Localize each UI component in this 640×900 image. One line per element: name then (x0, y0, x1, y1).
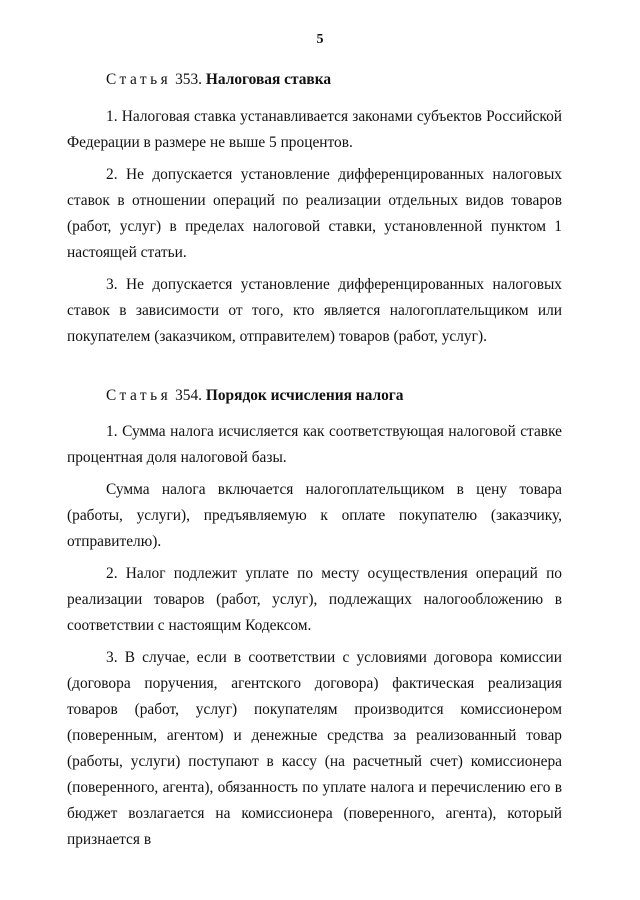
article-title: Порядок исчисления налога (205, 387, 404, 404)
paragraph: 1. Сумма налога исчисляется как соответствующая налоговой ставке процентная доля налоговой базы. (67, 423, 562, 466)
paragraph: 3. Не допускается установление дифференцированных налоговых ставок в зависимости от того, кто является налогоплательщиком или покупателем (заказчиком, отправителем) товаров (работ, услуг). (67, 276, 562, 345)
article-label: Статья (106, 71, 172, 88)
paragraph: Сумма налога включается налогоплательщиком в цену товара (работы, услуги), предъявляемую к оплате покупателю (заказчику, отправителю). (67, 481, 562, 550)
article-label: Статья (106, 387, 172, 404)
paragraph: 2. Не допускается установление дифференцированных налоговых ставок в отношении операций по реализации отдельных видов товаров (работ, услуг) в пределах налоговой ставки, установленной пунктом 1 настоящей статьи. (67, 166, 562, 261)
article-title: Налоговая ставка (205, 71, 332, 88)
article-353-body (67, 104, 562, 350)
paragraph: 2. Налог подлежит уплате по месту осуществления операций по реализации товаров (работ, услуг), подлежащих налогообложению в соответствии с настоящим Кодексом. (67, 565, 562, 634)
article-number: 354. (175, 387, 203, 404)
article-heading-353 (106, 70, 331, 90)
article-heading-354 (106, 386, 404, 406)
paragraph: 1. Налоговая ставка устанавливается законами субъектов Российской Федерации в размере не выше 5 процентов. (67, 108, 562, 151)
paragraph: 3. В случае, если в соответствии с условиями договора комиссии (договора поручения, агентского договора) фактическая реализация товаров (работ, услуг) покупателям производится комиссионером (поверенным, агентом) и денежные средства за реализованный товар (работы, услуги) поступают в кассу (на расчетный счет) комиссионера (поверенного, агента), обязанность по уплате налога и перечислению его в бюджет возлагается на комиссионера (поверенного, агента), который признается в (67, 649, 562, 848)
page-number: 5 (316, 32, 324, 47)
article-354-body (67, 419, 562, 853)
article-number: 353. (175, 71, 203, 88)
